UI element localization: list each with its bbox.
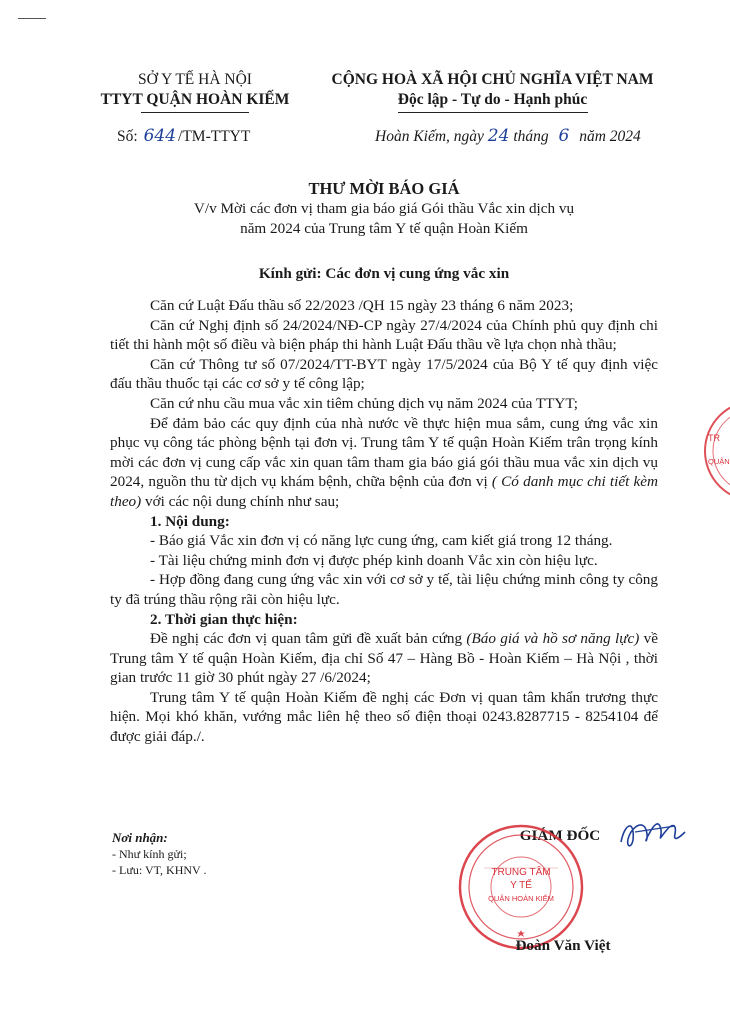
recipient-item-1: - Như kính gửi; bbox=[112, 847, 187, 861]
section-2-para-1-a: Đề nghị các đơn vị quan tâm gửi đề xuất bản cứng bbox=[150, 630, 467, 648]
stamp-line-3: QUẬN HOÀN KIẾM bbox=[488, 894, 554, 903]
recipient-item-2: - Lưu: VT, KHNV . bbox=[112, 863, 207, 877]
section-2-para-1-italic: (Báo giá và hồ sơ năng lực) bbox=[466, 630, 640, 648]
margin-stamp-text bbox=[708, 432, 730, 468]
legal-basis-2: Căn cứ Nghị định số 24/2024/NĐ-CP ngày 27/4/2024 của Chính phủ quy định chi tiết thi hành một số điều và biện pháp thi hành Luật Đấu thầu về lựa chọn nhà thầu; bbox=[110, 316, 658, 354]
signer-name: Đoàn Văn Việt bbox=[515, 937, 611, 954]
section-2-para-1 bbox=[110, 629, 658, 688]
section-2-heading: 2. Thời gian thực hiện: bbox=[150, 610, 298, 628]
legal-basis-4: Căn cứ nhu cầu mua vắc xin tiêm chủng dịch vụ năm 2024 của TTYT; bbox=[150, 394, 579, 412]
national-motto: Độc lập - Tự do - Hạnh phúc bbox=[397, 91, 588, 108]
section-1-item-1: - Báo giá Vắc xin đơn vị có năng lực cung ứng, cam kiết giá trong 12 tháng. bbox=[150, 532, 613, 550]
legal-basis-1: Căn cứ Luật Đấu thầu số 22/2023 /QH 15 ngày 23 tháng 6 năm 2023; bbox=[150, 297, 574, 314]
title-block bbox=[110, 178, 658, 239]
greeting: Kính gửi: Các đơn vị cung ứng vắc xin bbox=[258, 265, 510, 282]
national-title: CỘNG HOÀ XÃ HỘI CHỦ NGHĨA VIỆT NAM bbox=[331, 71, 654, 88]
recipients-heading: Nơi nhận: bbox=[112, 830, 168, 845]
margin-stamp-fragment-2: QUẬN bbox=[708, 457, 730, 466]
header-right bbox=[300, 70, 685, 113]
agency-underline bbox=[141, 112, 249, 113]
doc-number-prefix: Số: bbox=[117, 128, 138, 145]
stamp-line-1: TRUNG TÂM bbox=[491, 867, 551, 878]
section-1-item-3: - Hợp đồng đang cung ứng vắc xin với cơ sở y tế, tài liệu chứng minh công ty công ty đã trúng thầu rộng rãi còn hiệu lực. bbox=[110, 571, 658, 608]
section-2-para-1-b: về Trung tâm Y tế quận Hoàn Kiếm, địa chỉ Số 47 – Hàng Bồ - Hoàn Kiếm – Hà Nội , thời gian trước 11 giờ 30 phút ngày 27 /6/2024; bbox=[110, 630, 658, 687]
document-title: THƯ MỜI BÁO GIÁ bbox=[308, 179, 460, 198]
motto-underline bbox=[398, 112, 588, 113]
intro-text-2: với các nội dung chính như sau; bbox=[141, 492, 340, 510]
body bbox=[110, 296, 658, 747]
document-subject-2: năm 2024 của Trung tâm Y tế quận Hoàn Kiếm bbox=[240, 220, 528, 237]
agency-parent: SỞ Y TẾ HÀ NỘI bbox=[138, 71, 252, 88]
margin-stamp-fragment-1: TR bbox=[708, 433, 720, 443]
signer-title: GIÁM ĐỐC bbox=[519, 827, 601, 844]
date-mid: tháng bbox=[513, 128, 549, 145]
recipients bbox=[112, 830, 372, 878]
date-month: 6 bbox=[558, 126, 570, 146]
intro-annex-note: ( Có danh mục chi tiết kèm theo) bbox=[110, 473, 658, 510]
date-day: 24 bbox=[487, 126, 510, 146]
stamp-text bbox=[466, 866, 576, 905]
place-date bbox=[375, 126, 641, 147]
doc-number-handwritten: 644 bbox=[143, 126, 177, 146]
handwritten-signature bbox=[615, 812, 690, 854]
header-left bbox=[80, 70, 310, 113]
stamp-line-2: Y TẾ bbox=[510, 880, 532, 891]
doc-number-suffix: /TM-TTYT bbox=[178, 128, 251, 145]
scan-mark bbox=[18, 18, 46, 19]
date-prefix: Hoàn Kiếm, ngày bbox=[375, 128, 484, 145]
intro-paragraph bbox=[110, 414, 658, 512]
section-1-heading: 1. Nội dung: bbox=[150, 512, 230, 530]
document-subject-1: V/v Mời các đơn vị tham gia báo giá Gói thầu Vắc xin dịch vụ bbox=[193, 200, 575, 217]
date-suffix: năm 2024 bbox=[579, 128, 641, 145]
doc-number bbox=[117, 126, 250, 147]
legal-basis-3: Căn cứ Thông tư số 07/2024/TT-BYT ngày 17/5/2024 của Bộ Y tế quy định việc đấu thầu thuốc tại các cơ sở y tế công lập; bbox=[110, 355, 658, 393]
agency-name: TTYT QUẬN HOÀN KIẾM bbox=[100, 91, 290, 108]
section-2-para-2: Trung tâm Y tế quận Hoàn Kiếm đề nghị các Đơn vị quan tâm khẩn trương thực hiện. Mọi khó khăn, vướng mắc liên hệ theo số điện thoại 0243.8287715 - 8254104 để được giải đáp./. bbox=[110, 688, 658, 746]
intro-text-1: Để đảm bảo các quy định của nhà nước về thực hiện mua sắm, cung ứng vắc xin phục vụ công tác phòng bệnh tại đơn vị. Trung tâm Y tế quận Hoàn Kiếm trân trọng kính mời các đơn vị cung cấp vắc xin quan tâm tham gia báo giá gói thầu mua vắc xin dịch vụ 2024, nguồn thu từ dịch vụ khám bệnh, chữa bệnh của đơn vị bbox=[110, 414, 658, 491]
section-1-item-2: - Tài liệu chứng minh đơn vị được phép kinh doanh Vắc xin còn hiệu lực. bbox=[150, 551, 598, 569]
